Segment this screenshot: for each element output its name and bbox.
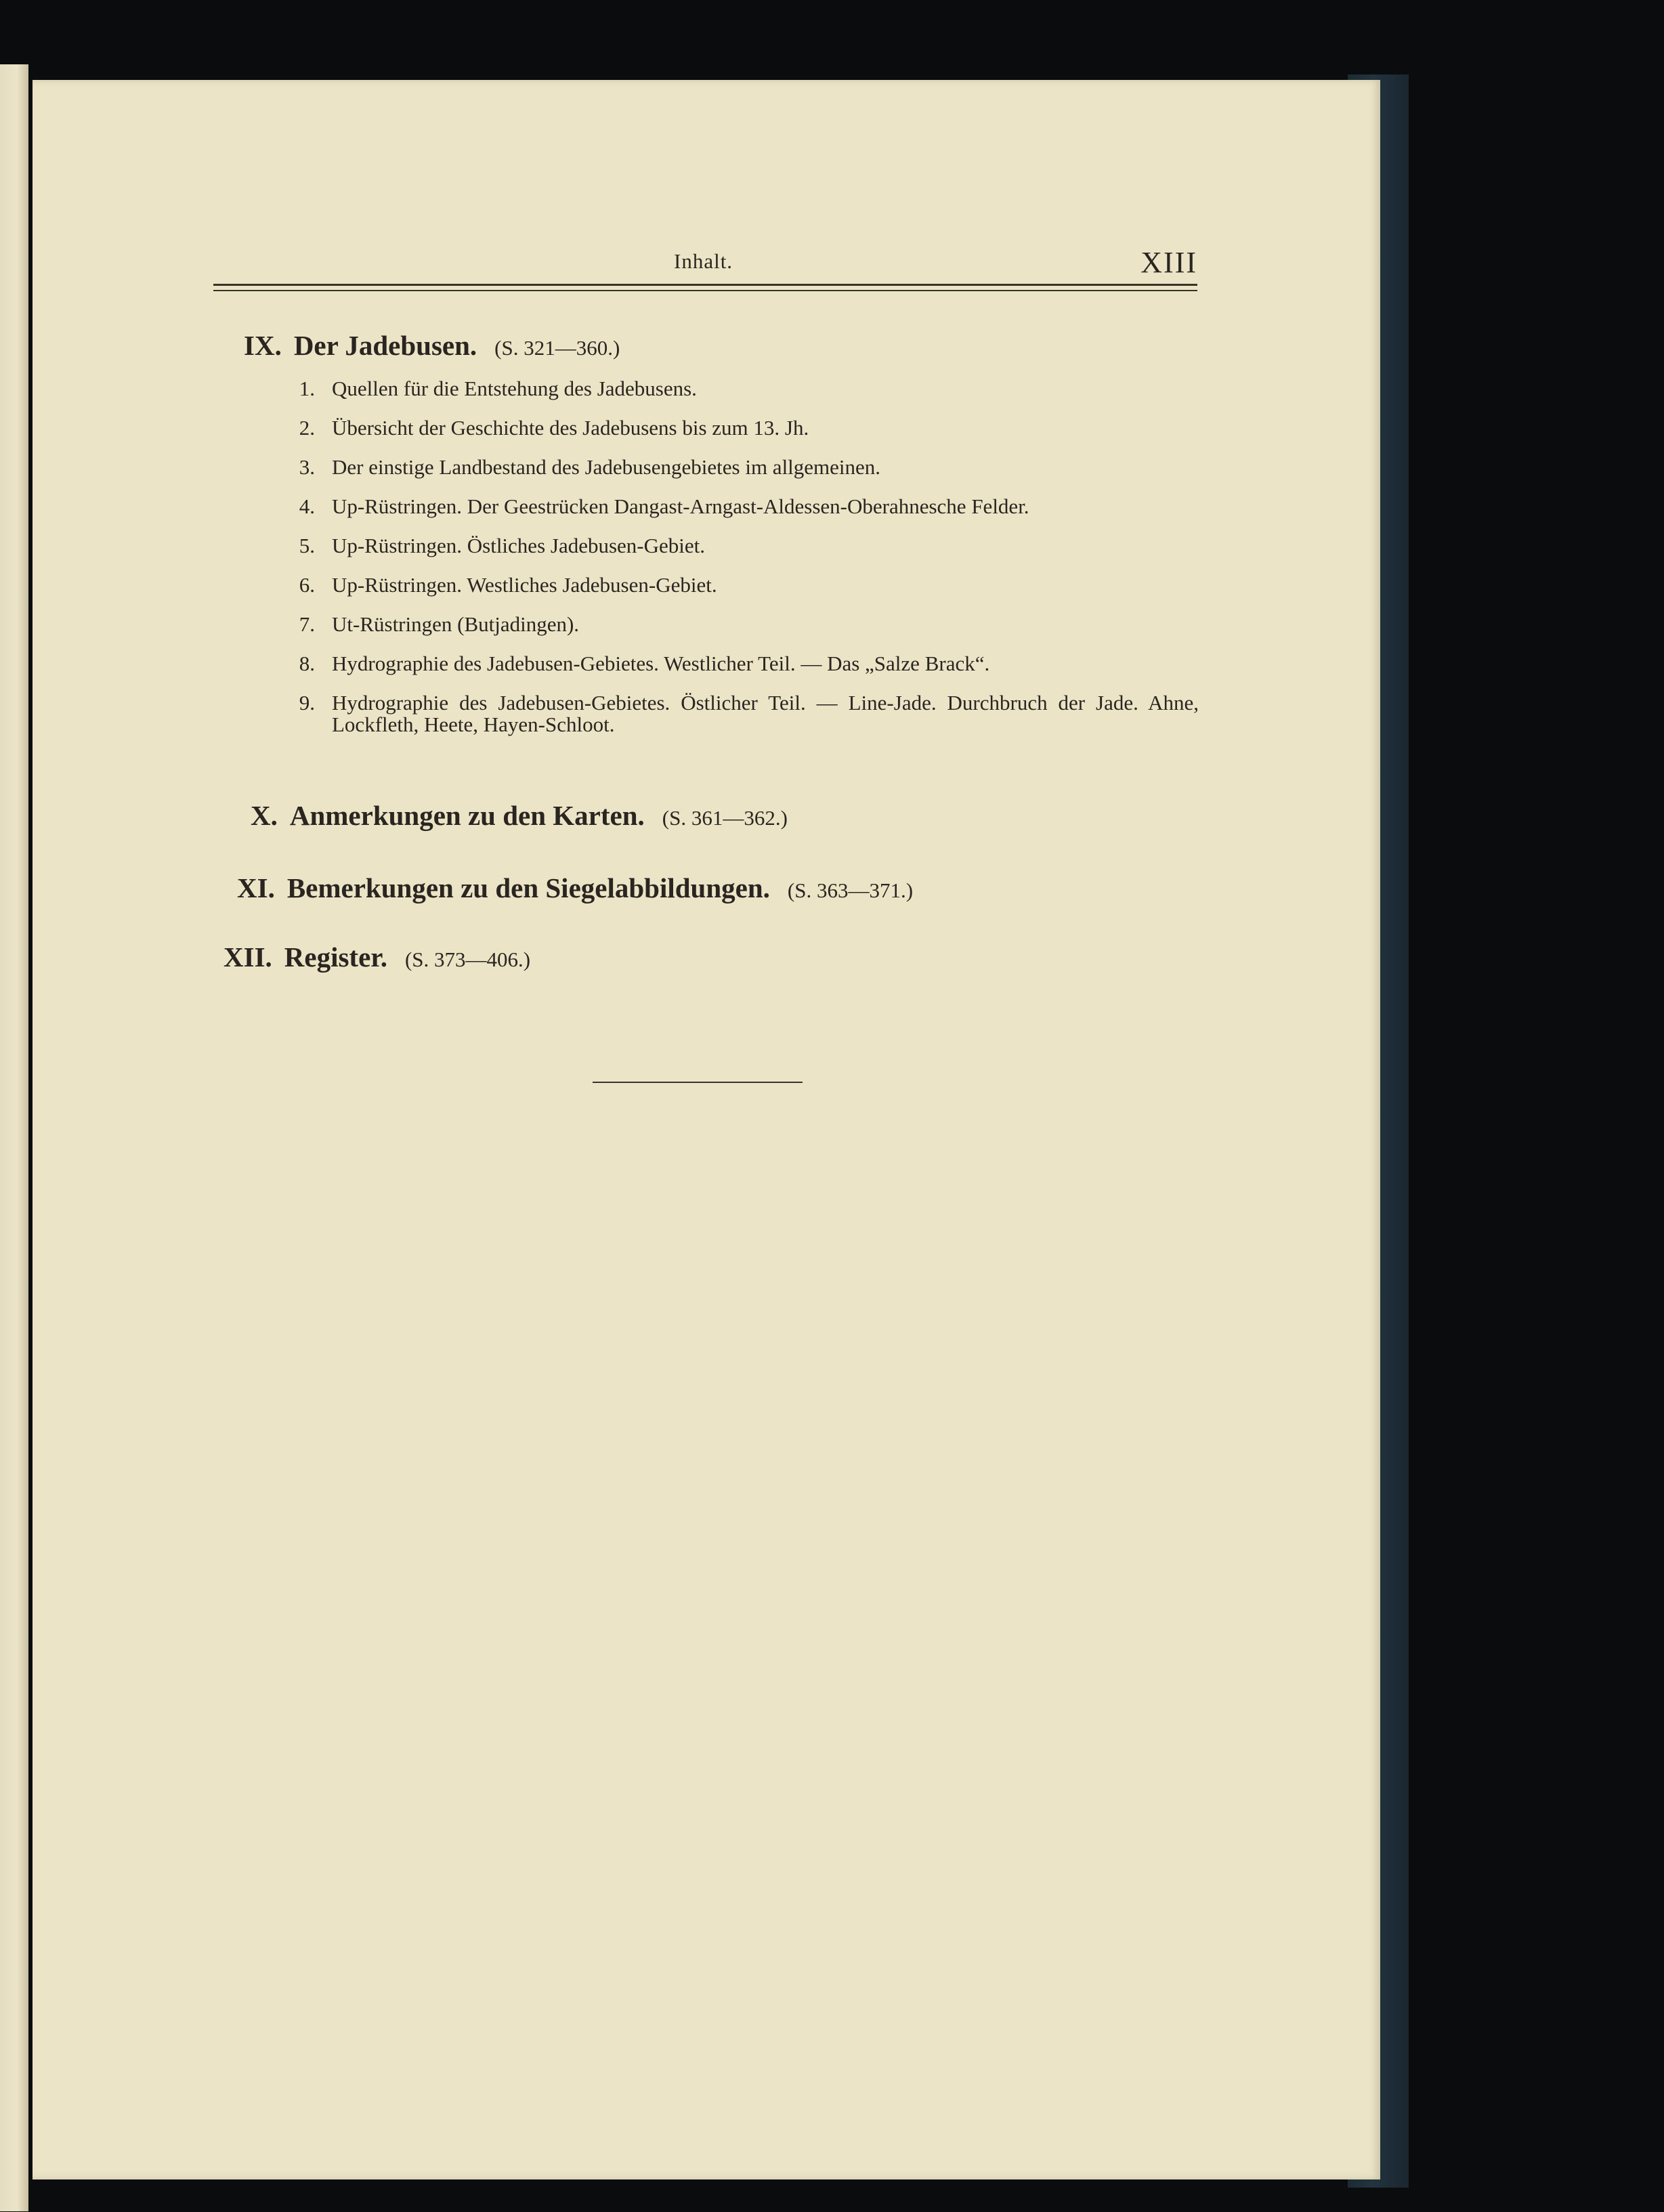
section-number: X.	[251, 800, 278, 831]
item-number: 7.	[299, 612, 315, 636]
list-item	[284, 574, 1199, 596]
section-page-range: (S. 373—406.)	[404, 948, 531, 971]
list-item	[284, 417, 1199, 439]
section-heading	[223, 941, 530, 973]
item-number: 1.	[299, 377, 315, 400]
item-number: 5.	[299, 534, 315, 557]
section-title: Anmerkungen zu den Karten.	[289, 800, 645, 831]
section-heading	[251, 799, 788, 832]
section-page-range: (S. 361—362.)	[662, 806, 788, 830]
item-number: 6.	[299, 573, 315, 597]
list-item	[284, 456, 1199, 478]
item-number: 9.	[299, 691, 315, 715]
list-item	[284, 653, 1199, 675]
running-head-title: Inhalt.	[674, 249, 733, 273]
section-title: Der Jadebusen.	[293, 330, 477, 361]
list-item	[284, 692, 1199, 736]
section-title: Register.	[284, 941, 387, 973]
item-text: Up-Rüstringen. Westliches Jadebusen-Gebiet.	[332, 573, 717, 597]
subsection-list	[284, 378, 1199, 753]
previous-page-edge	[0, 64, 28, 2211]
item-text: Ut-Rüstringen (Butjadingen).	[332, 612, 580, 636]
section-title: Bemerkungen zu den Siegelabbildungen.	[286, 872, 770, 903]
section-heading	[237, 872, 913, 904]
item-number: 3.	[299, 455, 315, 479]
item-text: Der einstige Landbestand des Jadebusengebietes im allgemeinen.	[332, 455, 881, 479]
list-item	[284, 378, 1199, 400]
closing-rule	[593, 1082, 803, 1083]
item-number: 4.	[299, 494, 315, 518]
item-text: Hydrographie des Jadebusen-Gebietes. Östlicher Teil. — Line-Jade. Durchbruch der Jade. Ahne, Lockfleth, Heete, Hayen-Schloot.	[332, 691, 1199, 736]
item-text: Hydrographie des Jadebusen-Gebietes. Westlicher Teil. — Das „Salze Brack“.	[332, 652, 990, 675]
item-text: Up-Rüstringen. Östliches Jadebusen-Gebiet.	[332, 534, 705, 557]
list-item	[284, 496, 1199, 517]
section-number: XI.	[237, 872, 275, 903]
section-page-range: (S. 321—360.)	[494, 336, 620, 360]
list-item	[284, 614, 1199, 635]
item-text: Übersicht der Geschichte des Jadebusens bis zum 13. Jh.	[332, 416, 809, 440]
page-number: XIII	[1140, 246, 1197, 279]
section-number: XII.	[223, 941, 272, 973]
section-number: IX.	[244, 330, 282, 361]
item-number: 2.	[299, 416, 315, 440]
header-rule	[213, 290, 1197, 291]
item-text: Up-Rüstringen. Der Geestrücken Dangast-Arngast-Aldessen-Oberahnesche Felder.	[332, 494, 1029, 518]
item-number: 8.	[299, 652, 315, 675]
section-heading	[244, 329, 620, 362]
list-item	[284, 535, 1199, 557]
item-text: Quellen für die Entstehung des Jadebusens.	[332, 377, 697, 400]
header-rule	[213, 284, 1197, 286]
section-page-range: (S. 363—371.)	[787, 878, 914, 902]
